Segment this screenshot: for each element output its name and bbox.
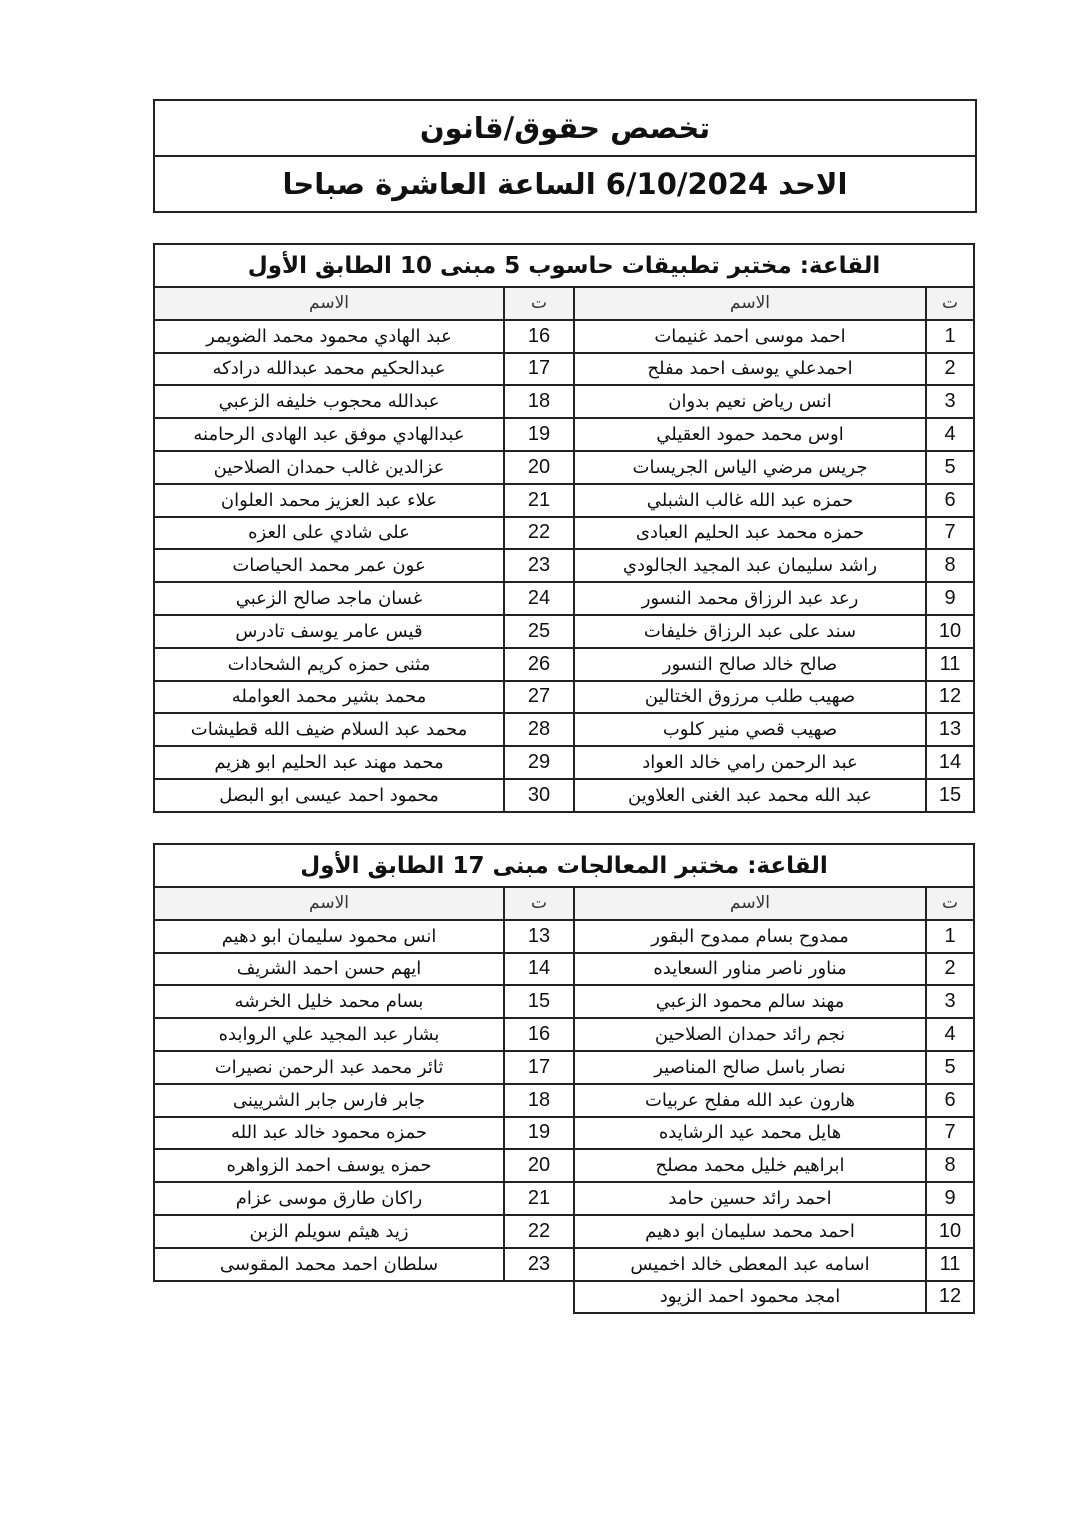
student-name: عبد الله محمد عبد الغنى العلاوين (573, 780, 925, 813)
student-name: ثائر محمد عبد الرحمن نصيرات (153, 1052, 503, 1085)
student-number: 23 (503, 550, 573, 583)
student-name: محمود احمد عيسى ابو البصل (153, 780, 503, 813)
student-name: نجم رائد حمدان الصلاحين (573, 1019, 925, 1052)
student-number: 10 (925, 1216, 975, 1249)
student-number: 21 (503, 485, 573, 518)
student-number: 20 (503, 452, 573, 485)
student-name: ابراهيم خليل محمد مصلح (573, 1150, 925, 1183)
student-name: هايل محمد عيد الرشايده (573, 1118, 925, 1151)
num-header: ت (925, 288, 975, 321)
name-header: الاسم (573, 288, 925, 321)
student-name: راشد سليمان عبد المجيد الجالودي (573, 550, 925, 583)
table-row (153, 1183, 975, 1216)
name-header: الاسم (573, 888, 925, 921)
student-name: بسام محمد خليل الخرشه (153, 986, 503, 1019)
student-number: 2 (925, 354, 975, 387)
student-number: 9 (925, 1183, 975, 1216)
student-number: 6 (925, 485, 975, 518)
student-name: جابر فارس جابر الشريينى (153, 1085, 503, 1118)
student-name: سند على عبد الرزاق خليفات (573, 616, 925, 649)
student-number: 4 (925, 419, 975, 452)
student-name: احمد رائد حسين حامد (573, 1183, 925, 1216)
student-name: صالح خالد صالح النسور (573, 649, 925, 682)
student-number: 12 (925, 1282, 975, 1315)
student-name: ممدوح بسام ممدوح البقور (573, 921, 925, 954)
student-name: صهيب طلب مرزوق الختالين (573, 682, 925, 715)
num-header: ت (503, 888, 573, 921)
student-number: 3 (925, 386, 975, 419)
student-number: 13 (503, 921, 573, 954)
student-number: 10 (925, 616, 975, 649)
student-number: 29 (503, 747, 573, 780)
table-row (153, 649, 975, 682)
student-name: رعد عبد الرزاق محمد النسور (573, 583, 925, 616)
student-number: 18 (503, 386, 573, 419)
table-row (153, 714, 975, 747)
student-number: 30 (503, 780, 573, 813)
student-name: مهند سالم محمود الزعبي (573, 986, 925, 1019)
student-name: هارون عبد الله مفلح عربيات (573, 1085, 925, 1118)
num-header: ت (925, 888, 975, 921)
student-number: 1 (925, 321, 975, 354)
column-header-row (153, 288, 975, 321)
num-header: ت (503, 288, 573, 321)
table-row (153, 747, 975, 780)
student-name: اوس محمد حمود العقيلي (573, 419, 925, 452)
student-name: حمزه محمود خالد عبد الله (153, 1118, 503, 1151)
table-row (153, 321, 975, 354)
student-number: 21 (503, 1183, 573, 1216)
student-name: بشار عبد المجيد علي الروابده (153, 1019, 503, 1052)
student-number: 6 (925, 1085, 975, 1118)
student-number: 15 (925, 780, 975, 813)
student-number: 9 (925, 583, 975, 616)
room-title: القاعة: مختبر تطبيقات حاسوب 5 مبنى 10 الطابق الأول (153, 243, 975, 288)
student-number: 25 (503, 616, 573, 649)
table-row (153, 1085, 975, 1118)
room-title: القاعة: مختبر المعالجات مبنى 17 الطابق الأول (153, 843, 975, 888)
student-name: عبد الرحمن رامي خالد العواد (573, 747, 925, 780)
student-name: عبدالله محجوب خليفه الزعبي (153, 386, 503, 419)
table-row (153, 1249, 975, 1282)
student-number: 8 (925, 550, 975, 583)
student-number: 23 (503, 1249, 573, 1282)
table-row (153, 954, 975, 987)
student-number: 13 (925, 714, 975, 747)
student-number: 4 (925, 1019, 975, 1052)
exam-schedule: الاحد 6/10/2024 الساعة العاشرة صباحا (155, 155, 975, 211)
student-number: 19 (503, 1118, 573, 1151)
student-name: ايهم حسن احمد الشريف (153, 954, 503, 987)
student-name: صهيب قصي منير كلوب (573, 714, 925, 747)
student-number: 22 (503, 1216, 573, 1249)
student-name: جريس مرضي الياس الجريسات (573, 452, 925, 485)
student-number: 27 (503, 682, 573, 715)
name-header: الاسم (153, 288, 503, 321)
student-name: راكان طارق موسى عزام (153, 1183, 503, 1216)
table-row (153, 780, 975, 813)
student-name: انس رياض نعيم بدوان (573, 386, 925, 419)
table-row (153, 616, 975, 649)
student-name: محمد بشير محمد العوامله (153, 682, 503, 715)
student-name: انس محمود سليمان ابو دهيم (153, 921, 503, 954)
student-number: 24 (503, 583, 573, 616)
table-row (153, 419, 975, 452)
student-number: 2 (925, 954, 975, 987)
student-name: سلطان احمد محمد المقوسى (153, 1249, 503, 1282)
student-number: 7 (925, 518, 975, 551)
student-name: امجد محمود احمد الزيود (573, 1282, 925, 1315)
student-name: احمدعلي يوسف احمد مفلح (573, 354, 925, 387)
student-number: 26 (503, 649, 573, 682)
student-name: محمد مهند عبد الحليم ابو هزيم (153, 747, 503, 780)
student-number: 28 (503, 714, 573, 747)
student-name: حمزه يوسف احمد الزواهره (153, 1150, 503, 1183)
table-row (153, 1216, 975, 1249)
student-number: 1 (925, 921, 975, 954)
student-number: 17 (503, 1052, 573, 1085)
table-row (153, 1052, 975, 1085)
table-row (153, 682, 975, 715)
student-number: 16 (503, 321, 573, 354)
student-number: 15 (503, 986, 573, 1019)
room-table-2 (153, 843, 975, 1314)
student-name: احمد محمد سليمان ابو دهيم (573, 1216, 925, 1249)
table-row (153, 583, 975, 616)
table-row (153, 550, 975, 583)
name-header: الاسم (153, 888, 503, 921)
table-row (153, 485, 975, 518)
table-row (153, 921, 975, 954)
student-name: حمزه محمد عبد الحليم العبادى (573, 518, 925, 551)
student-name: عبدالحكيم محمد عبدالله درادكه (153, 354, 503, 387)
student-name: قيس عامر يوسف تادرس (153, 616, 503, 649)
student-name: غسان ماجد صالح الزعبي (153, 583, 503, 616)
table-row (153, 1019, 975, 1052)
major-title: تخصص حقوق/قانون (419, 111, 711, 145)
table-row (153, 1118, 975, 1151)
student-name: مثنى حمزه كريم الشحادات (153, 649, 503, 682)
student-number: 18 (503, 1085, 573, 1118)
student-name: مناور ناصر مناور السعايده (573, 954, 925, 987)
table-row (153, 386, 975, 419)
student-number: 8 (925, 1150, 975, 1183)
table-row (153, 354, 975, 387)
student-name: عون عمر محمد الحياصات (153, 550, 503, 583)
student-name: علاء عبد العزيز محمد العلوان (153, 485, 503, 518)
document-header (153, 99, 977, 213)
student-number: 22 (503, 518, 573, 551)
student-name: حمزه عبد الله غالب الشبلي (573, 485, 925, 518)
student-name: عبدالهادي موفق عبد الهادى الرحامنه (153, 419, 503, 452)
student-name: محمد عبد السلام ضيف الله قطيشات (153, 714, 503, 747)
student-number: 3 (925, 986, 975, 1019)
empty-cell (503, 1282, 573, 1315)
table-row (153, 986, 975, 1019)
student-name: عزالدين غالب حمدان الصلاحين (153, 452, 503, 485)
student-number: 20 (503, 1150, 573, 1183)
table-row (153, 1282, 975, 1315)
student-number: 5 (925, 1052, 975, 1085)
student-number: 16 (503, 1019, 573, 1052)
student-name: على شادي على العزه (153, 518, 503, 551)
empty-cell (153, 1282, 503, 1315)
table-row (153, 518, 975, 551)
student-number: 11 (925, 649, 975, 682)
room-table-1 (153, 243, 975, 813)
student-name: زيد هيثم سويلم الزبن (153, 1216, 503, 1249)
student-number: 19 (503, 419, 573, 452)
column-header-row (153, 888, 975, 921)
student-name: احمد موسى احمد غنيمات (573, 321, 925, 354)
student-number: 11 (925, 1249, 975, 1282)
table-row (153, 1150, 975, 1183)
student-name: نصار باسل صالح المناصير (573, 1052, 925, 1085)
student-name: عبد الهادي محمود محمد الضويمر (153, 321, 503, 354)
student-number: 12 (925, 682, 975, 715)
student-number: 14 (503, 954, 573, 987)
student-name: اسامه عبد المعطى خالد اخميس (573, 1249, 925, 1282)
student-number: 5 (925, 452, 975, 485)
student-number: 17 (503, 354, 573, 387)
table-row (153, 452, 975, 485)
student-number: 14 (925, 747, 975, 780)
student-number: 7 (925, 1118, 975, 1151)
